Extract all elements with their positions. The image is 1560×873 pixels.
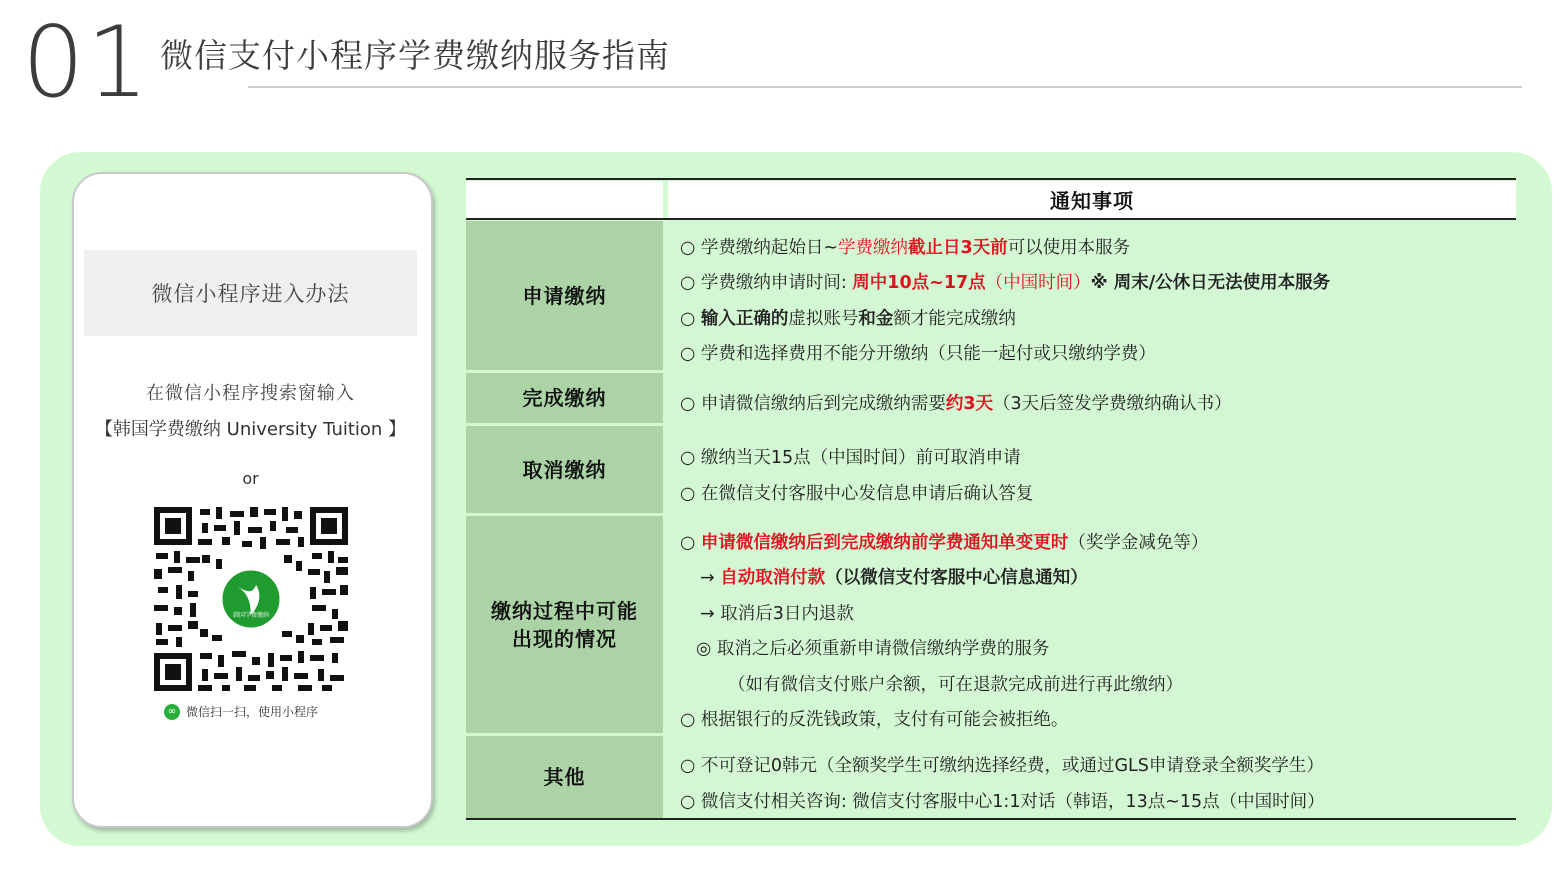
table-bottom-rule [466,818,1516,820]
table-header-rule [466,218,1516,220]
list-item: ○ 不可登记0韩元（全额奖学生可缴纳选择经费，或通过GLS申请登录全额奖学生） [680,756,1324,776]
or-label: or [242,469,259,488]
search-hint: 在微信小程序搜索窗输入 [146,383,355,404]
list-item: （如有微信支付账户余额，可在退款完成前进行再此缴纳） [728,675,1183,695]
list-item: ○ 学费缴纳起始日~学费缴纳截止日3天前可以使用本服务 [680,238,1131,258]
section-number: 01 [22,6,151,120]
row-content-other [668,736,1516,818]
list-item: ○ 申请微信缴纳后到完成缴纳前学费通知单变更时（奖学金减免等） [680,533,1209,553]
qr-center-label: 韩国学费缴纳 [232,612,270,619]
row-label-cancel: 取消缴纳 [466,426,663,513]
list-item: → 自动取消付款（以微信支付客服中心信息通知） [700,568,1088,588]
table-top-rule [466,178,1516,180]
qr-code[interactable] [152,505,350,693]
list-item: ○ 微信支付相关咨询: 微信支付客服中心1:1对话（韩语，13点~15点（中国时间） [680,792,1325,812]
list-item: → 取消后3日内退款 [700,604,854,624]
row-label-complete: 完成缴纳 [466,373,663,423]
scan-hint [164,703,318,720]
scan-label: 微信扫一扫，使用小程序 [186,705,319,719]
miniprogram-icon: ∞ [164,704,180,720]
list-item: ○ 学费缴纳申请时间: 周中10点~17点（中国时间）※ 周末/公休日无法使用本服务 [680,273,1331,293]
row-label-other: 其他 [466,736,663,818]
list-item: ○ 在微信支付客服中心发信息申请后确认答复 [680,484,1034,504]
list-item: ○ 根据银行的反洗钱政策，支付有可能会被拒绝。 [680,710,1069,730]
phone-screen [84,337,417,747]
search-term: 【韩国学费缴纳 University Tuition 】 [94,419,407,440]
list-item: ○ 输入正确的虚拟账号和金额才能完成缴纳 [680,309,1016,329]
list-item: ○ 缴纳当天15点（中国时间）前可取消申请 [680,448,1021,468]
row-content-cancel [668,426,1516,513]
row-label-situations: 缴纳过程中可能 出现的情况 [466,516,663,733]
list-item: ○ 申请微信缴纳后到完成缴纳需要约3天（3天后签发学费缴纳确认书） [680,394,1232,414]
table-header: 通知事项 [668,181,1516,218]
title-divider [248,86,1522,88]
table-header-empty [466,181,663,218]
row-content-situations [668,516,1516,733]
row-content-apply [668,221,1516,370]
list-item: ○ 学费和选择费用不能分开缴纳（只能一起付或只缴纳学费） [680,344,1156,364]
row-content-complete [668,373,1516,423]
list-item: ◎ 取消之后必须重新申请微信缴纳学费的服务 [696,639,1050,659]
phone-heading: 微信小程序进入办法 [84,250,417,336]
row-label-apply: 申请缴纳 [466,221,663,370]
page-title: 微信支付小程序学费缴纳服务指南 [160,36,670,75]
